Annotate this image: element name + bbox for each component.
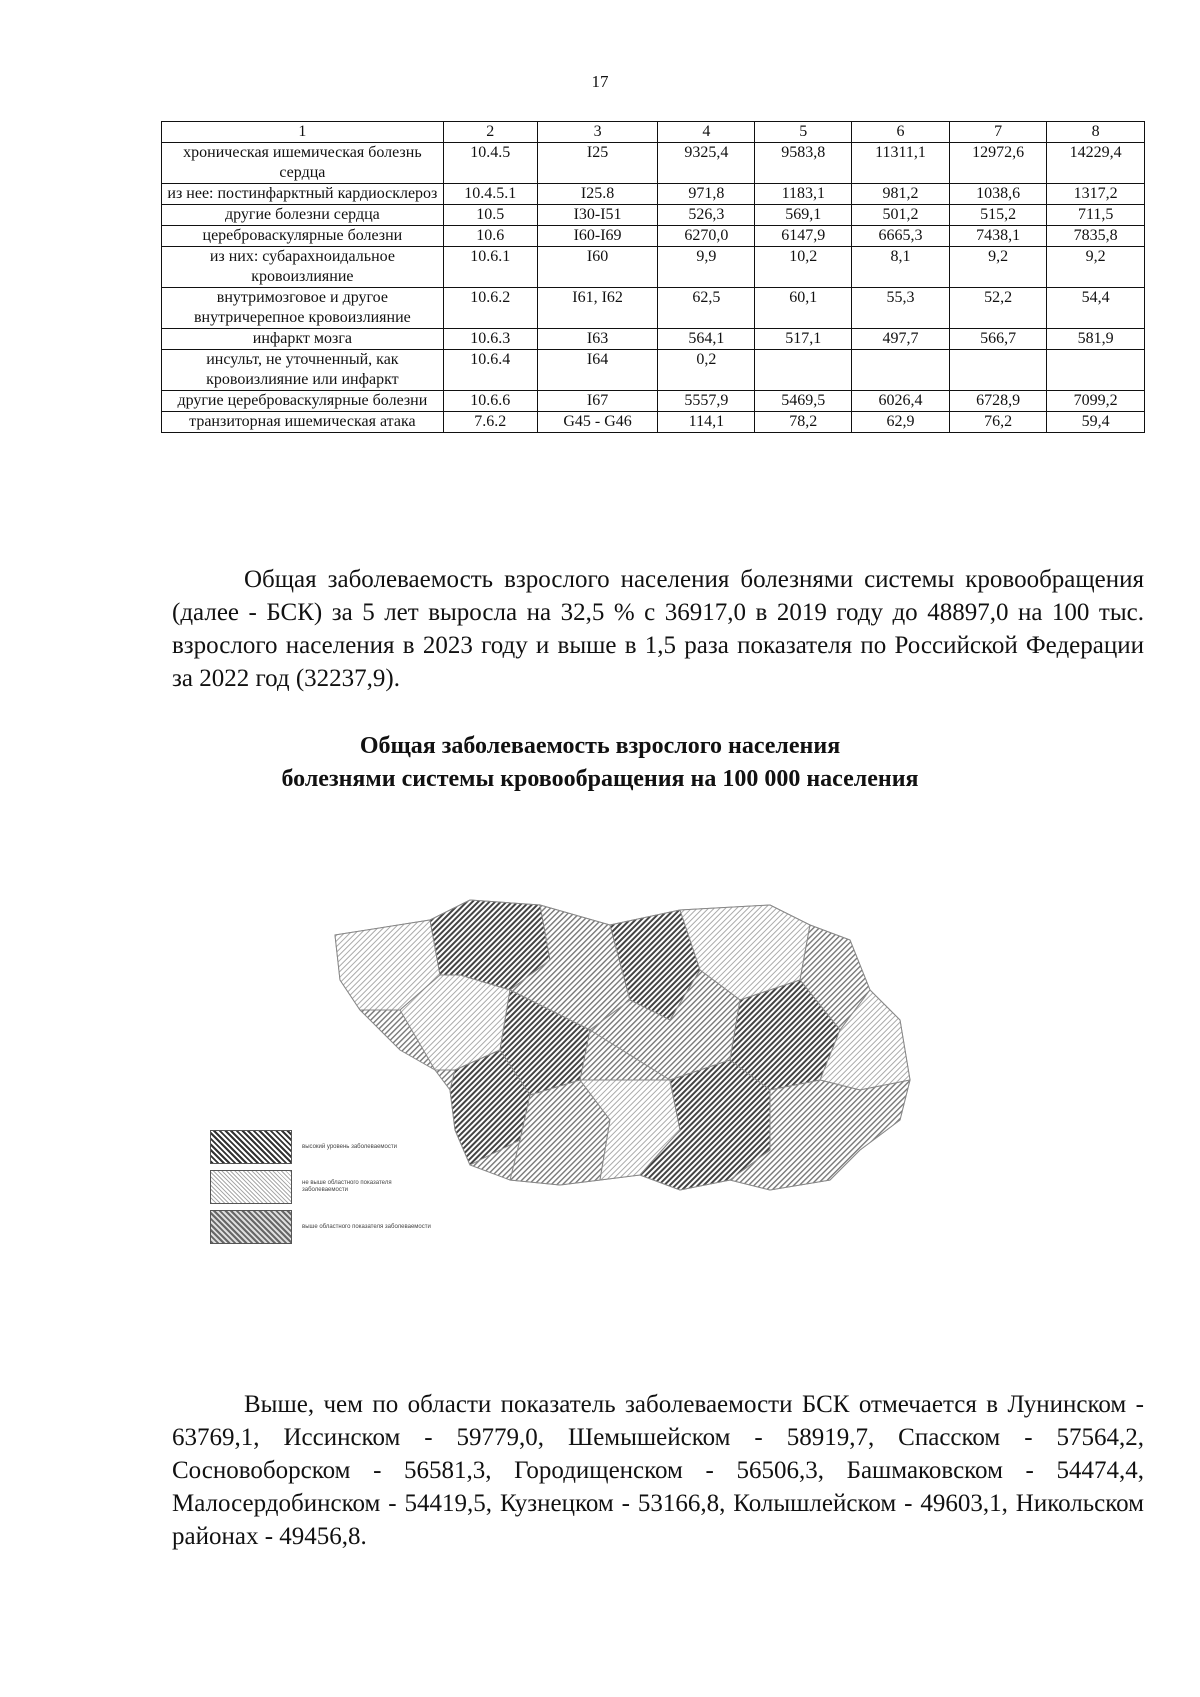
column-header: 4 [658,122,755,143]
table-row [162,391,1145,412]
value-cell: 11311,1 [852,143,950,184]
value-cell: 5557,9 [658,391,755,412]
value-cell: 711,5 [1047,205,1145,226]
value-cell: 581,9 [1047,329,1145,350]
value-cell [755,350,852,391]
column-header: 8 [1047,122,1145,143]
legend-label: высокий уровень заболеваемости [302,1143,397,1150]
value-cell: 60,1 [755,288,852,329]
row-code-cell: 10.6 [443,226,537,247]
value-cell: 10,2 [755,247,852,288]
icd-code-cell: I25 [537,143,658,184]
table-row [162,288,1145,329]
icd-code-cell: I64 [537,350,658,391]
value-cell: 6665,3 [852,226,950,247]
value-cell: 971,8 [658,184,755,205]
value-cell: 6026,4 [852,391,950,412]
row-code-cell: 10.5 [443,205,537,226]
column-header: 1 [162,122,444,143]
value-cell: 9,2 [949,247,1047,288]
legend-label: выше областного показателя заболеваемости [302,1223,431,1230]
value-cell: 62,9 [852,412,950,433]
legend-item [210,1130,440,1164]
value-cell: 114,1 [658,412,755,433]
icd-code-cell: I60 [537,247,658,288]
value-cell [852,350,950,391]
row-code-cell: 10.4.5.1 [443,184,537,205]
morbidity-table [161,121,1145,433]
table-row [162,184,1145,205]
row-code-cell: 10.6.2 [443,288,537,329]
row-label-cell: другие цереброваскулярные болезни [162,391,444,412]
table-row [162,143,1145,184]
value-cell: 76,2 [949,412,1047,433]
value-cell: 62,5 [658,288,755,329]
map-title-line-2: болезнями системы кровообращения на 100 000 населения [281,766,919,792]
choropleth-map [210,880,990,1300]
row-label-cell: цереброваскулярные болезни [162,226,444,247]
table-body [162,143,1145,433]
icd-code-cell: I61, I62 [537,288,658,329]
column-header: 5 [755,122,852,143]
table-row [162,226,1145,247]
legend-swatch-low [210,1210,292,1244]
value-cell: 78,2 [755,412,852,433]
table-row [162,350,1145,391]
value-cell: 6147,9 [755,226,852,247]
map-title [0,730,1200,796]
value-cell: 8,1 [852,247,950,288]
legend-item [210,1170,440,1204]
column-header: 3 [537,122,658,143]
paragraph-total-morbidity: Общая заболеваемость взрослого населения болезнями системы кровообращения (далее - БСК) за 5 лет выросла на 32,5 % с 36917,0 в 2019 году до 48897,0 на 100 тыс. взрослого населения в 2023 году и выше в 1,5 раза показателя по Российской Федерации за 2022 год (32237,9). [172,566,1144,692]
row-label-cell: внутримозговое и другое внутричерепное кровоизлияние [162,288,444,329]
value-cell: 9,9 [658,247,755,288]
value-cell: 9583,8 [755,143,852,184]
legend-item [210,1210,440,1244]
value-cell: 54,4 [1047,288,1145,329]
legend-label: не выше областного показателя заболеваемости [302,1180,392,1193]
value-cell [1047,350,1145,391]
row-code-cell: 10.6.3 [443,329,537,350]
map-title-line-1: Общая заболеваемость взрослого населения [359,733,841,759]
table-row [162,329,1145,350]
value-cell: 566,7 [949,329,1047,350]
icd-code-cell: I60-I69 [537,226,658,247]
icd-code-cell: I63 [537,329,658,350]
column-header: 6 [852,122,950,143]
value-cell: 1183,1 [755,184,852,205]
icd-code-cell: I30-I51 [537,205,658,226]
row-code-cell: 7.6.2 [443,412,537,433]
value-cell: 981,2 [852,184,950,205]
row-label-cell: из них: субарахноидальное кровоизлияние [162,247,444,288]
row-code-cell: 10.6.6 [443,391,537,412]
value-cell: 9325,4 [658,143,755,184]
table-row [162,205,1145,226]
value-cell: 0,2 [658,350,755,391]
value-cell: 497,7 [852,329,950,350]
row-code-cell: 10.6.4 [443,350,537,391]
row-label-cell: инсульт, не уточненный, как кровоизлияние или инфаркт [162,350,444,391]
value-cell: 55,3 [852,288,950,329]
value-cell: 52,2 [949,288,1047,329]
value-cell: 59,4 [1047,412,1145,433]
page-number: 17 [591,72,609,91]
table-row [162,247,1145,288]
value-cell [949,350,1047,391]
legend-swatch-mid [210,1170,292,1204]
value-cell: 5469,5 [755,391,852,412]
value-cell: 12972,6 [949,143,1047,184]
row-label-cell: хроническая ишемическая болезнь сердца [162,143,444,184]
value-cell: 526,3 [658,205,755,226]
value-cell: 6270,0 [658,226,755,247]
row-label-cell: транзиторная ишемическая атака [162,412,444,433]
value-cell: 564,1 [658,329,755,350]
column-header: 2 [443,122,537,143]
row-label-cell: другие болезни сердца [162,205,444,226]
row-label-cell: инфаркт мозга [162,329,444,350]
value-cell: 517,1 [755,329,852,350]
value-cell: 7099,2 [1047,391,1145,412]
value-cell: 1038,6 [949,184,1047,205]
value-cell: 7438,1 [949,226,1047,247]
value-cell: 501,2 [852,205,950,226]
value-cell: 14229,4 [1047,143,1145,184]
row-code-cell: 10.6.1 [443,247,537,288]
legend-swatch-high [210,1130,292,1164]
value-cell: 6728,9 [949,391,1047,412]
value-cell: 9,2 [1047,247,1145,288]
value-cell: 515,2 [949,205,1047,226]
table-header-row [162,122,1145,143]
icd-code-cell: I25.8 [537,184,658,205]
paragraph-districts-above-average: Выше, чем по области показатель заболеваемости БСК отмечается в Лунинском - 63769,1, Иссинском - 59779,0, Шемышейском - 58919,7, Спасском - 57564,2, Сосновоборском - 56581,3, Городищенском - 56506,3, Башмаковском - 54474,4, Малосердобинском - 54419,5, Кузнецком - 53166,8, Колышлейском - 49603,1, Никольском районах - 49456,8. [172,1391,1144,1550]
value-cell: 1317,2 [1047,184,1145,205]
map-legend [210,1130,440,1250]
row-label-cell: из нее: постинфарктный кардиосклероз [162,184,444,205]
column-header: 7 [949,122,1047,143]
value-cell: 7835,8 [1047,226,1145,247]
icd-code-cell: I67 [537,391,658,412]
table-row [162,412,1145,433]
row-code-cell: 10.4.5 [443,143,537,184]
value-cell: 569,1 [755,205,852,226]
icd-code-cell: G45 - G46 [537,412,658,433]
